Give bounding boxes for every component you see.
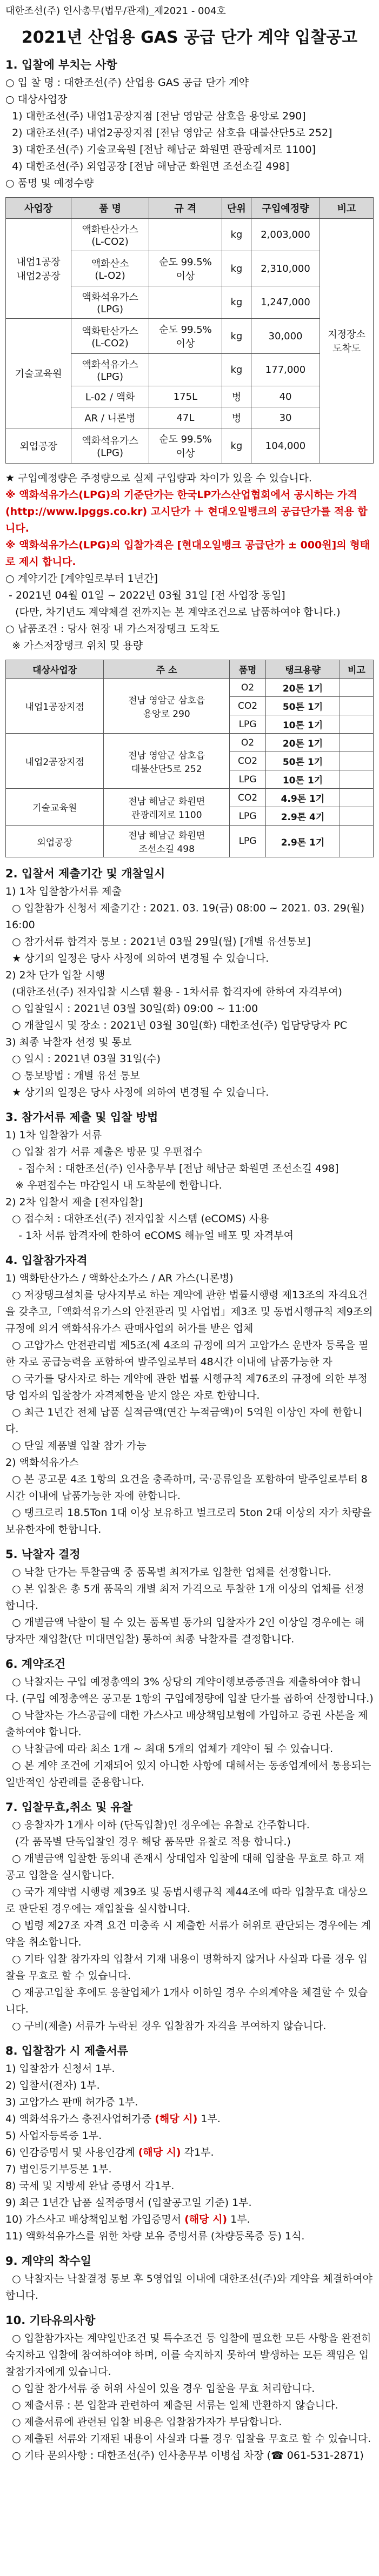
name-cell: 액화석유가스 (LPG) — [71, 428, 149, 464]
text-line: ○ 본 입찰은 총 5개 품목의 개별 최저 가격으로 투찰한 1개 이상의 업체를 선정합니다. — [5, 1583, 364, 1612]
section-1-contract-terms — [5, 571, 374, 654]
text-line: ※ 액화석유가스(LPG)의 기준단가는 한국LP가스산업협회에서 공시하는 가격(http://www.lpggs.co.kr) 고시단가 ＋ 현대오일뱅크의 공급단가를 적용 합니다. — [5, 489, 368, 534]
text-line: ○ 개찰일시 및 장소 : 2021년 03월 30일(화) 대한조선(주) 업담당당자 PC — [5, 1019, 347, 1031]
remark-cell — [340, 752, 373, 770]
text-line: ○ 낙찰 단가는 투찰금액 중 품목별 최저가로 입찰한 업체를 선정합니다. — [5, 1566, 331, 1578]
text-line: ○ 납품조건 : 당사 현장 내 가스저장탱크 도착도 — [5, 623, 220, 635]
text-line: ○ 입찰참가 신청서 제출기간 : 2021. 03. 19(금) 08:00 ~ 2021. 03. 29(월) 16:00 — [5, 902, 368, 931]
text-line: 3) 최종 낙찰자 선정 및 통보 — [5, 1036, 132, 1048]
conditional-mark: (해당 시) — [184, 2213, 228, 2225]
text-line: ○ 입찰참가자는 계약일반조건 및 특수조건 등 입찰에 필요한 모든 사항을 완전히 숙지하고 입찰에 참여하여야 하며, 이를 숙지하지 못하여 발생하는 모든 책임은 입찰참가자에게 있습니다. — [5, 2332, 375, 2378]
section-5-lines — [5, 1564, 374, 1648]
section-5-heading: 5. 낙찰자 결정 — [5, 1548, 81, 1561]
text-line: ○ 국가를 당사자로 하는 계약에 관한 법률 시행규칙 제76조의 규정에 의한 부정당 업자의 입찰참가 자격제한을 받지 않은 자로 한합니다. — [5, 1373, 368, 1401]
text-line: (대한조선(주) 전자입찰 시스템 활용 - 1차서류 합격자에 한하여 자격부여) — [5, 986, 342, 998]
spec-cell — [149, 219, 222, 251]
text-line: ★ 상기의 일정은 당사 사정에 의하여 변경될 수 있습니다. — [5, 1086, 269, 1098]
conditional-mark: (해당 시) — [138, 2146, 181, 2158]
table-row — [6, 826, 374, 857]
text-line: 1) 액화탄산가스 / 액화산소가스 / AR 가스(니론병) — [5, 1272, 234, 1284]
site-cell: 내업2공장지점 — [6, 734, 104, 789]
remark-cell — [340, 789, 373, 807]
product-quantity-table — [5, 197, 374, 464]
text-line: 2) 2차 입찰서 제출 [전자입찰] — [5, 1196, 143, 1208]
site-cell: 기술교육원 — [6, 789, 104, 826]
section-9-lines — [5, 2271, 374, 2304]
table-header-row — [6, 660, 374, 679]
address-cell: 전남 영암군 삼호읍 대불산단5로 252 — [104, 734, 230, 789]
conditional-mark: (해당 시) — [155, 2113, 198, 2125]
column-header: 규 격 — [149, 198, 222, 219]
section-9-heading: 9. 계약의 착수일 — [5, 2255, 91, 2268]
section-3-heading: 3. 참가서류 제출 및 입찰 방법 — [5, 1111, 158, 1124]
text-line: ○ 낙찰자는 낙찰결정 통보 후 5영업일 이내에 대한조선(주)와 계약을 체결하여야 합니다. — [5, 2273, 376, 2302]
text-line: ○ 낙찰금에 따라 최소 1개 ~ 최대 5개의 업체가 계약이 될 수 있습니다. — [5, 1743, 334, 1755]
section-1-red-notes — [5, 487, 374, 571]
text-line: ○ 본 공고문 4조 1항의 요건을 충족하며, 국·공류일을 포함하여 발주일로부터 8시간 이내에 납품가능한 자에 한합니다. — [5, 1473, 368, 1502]
section-8-lines — [5, 2061, 374, 2245]
remark-cell — [340, 697, 373, 715]
address-cell: 전남 해남군 화원면 관광레저로 1100 — [104, 789, 230, 826]
unit-cell: kg — [222, 428, 251, 464]
spec-cell — [149, 286, 222, 319]
column-header: 대상사업장 — [6, 660, 104, 679]
text-line: ○ 참가서류 합격자 통보 : 2021년 03월 29일(월) [개별 유선통보] — [5, 936, 311, 948]
text-line: ○ 기타 입찰 참가자의 입찰서 기재 내용이 명확하지 않거나 사실과 다를 경우 입찰을 무효로 할 수 있습니다. — [5, 1953, 368, 1982]
unit-cell: kg — [222, 319, 251, 354]
column-header: 구입예정량 — [251, 198, 320, 219]
capacity-cell: 50톤 1기 — [266, 697, 340, 715]
qty-cell: 30,000 — [251, 319, 320, 354]
section-1-notes — [5, 470, 374, 487]
table-row — [6, 734, 374, 752]
text-line: - 2021년 04월 01일 ~ 2022년 03월 31일 [전 사업장 동일] — [5, 589, 285, 601]
text-line: ★ 상기의 일정은 당사 사정에 의하여 변경될 수 있습니다. — [5, 952, 269, 964]
column-header: 주 소 — [104, 660, 230, 679]
capacity-cell: 2.9톤 4기 — [266, 807, 340, 826]
text-line: 11) 액화석유가스를 위한 차량 보유 증빙서류 (차량등록증 등) 1식. — [5, 2230, 305, 2242]
text-line: ○ 응찰자가 1개사 이하 (단독입찰)인 경우에는 유찰로 간주합니다. — [5, 1819, 310, 1831]
name-cell: AR / 니론병 — [71, 407, 149, 428]
remark-cell — [340, 715, 373, 734]
text-line: ○ 입 찰 명 : 대한조선(주) 산업용 GAS 공급 단가 계약 — [5, 77, 249, 89]
spec-cell — [149, 354, 222, 386]
text-line: ○ 품명 및 예정수량 — [5, 177, 94, 189]
section-10-heading: 10. 기타유의사항 — [5, 2314, 96, 2327]
text-line: 4) 액화석유가스 충전사업허가증 (해당 시) 1부. — [5, 2113, 221, 2125]
remark-cell — [340, 734, 373, 752]
site-cell: 기술교육원 — [6, 319, 71, 428]
qty-cell: 40 — [251, 386, 320, 407]
site-cell: 내업1공장 내업2공장 — [6, 219, 71, 319]
remark-cell — [340, 679, 373, 697]
text-line: ○ 재공고입찰 후에도 응찰업체가 1개사 이하일 경우 수의계약을 체결할 수 있습니다. — [5, 1987, 368, 2015]
text-line: ○ 입찰일시 : 2021년 03월 30일(화) 09:00 ~ 11:00 — [5, 1003, 258, 1015]
text-line: 2) 입찰서(전자) 1부. — [5, 2079, 100, 2091]
spec-cell: 순도 99.5% 이상 — [149, 428, 222, 464]
qty-cell: 177,000 — [251, 354, 320, 386]
unit-cell: 병 — [222, 407, 251, 428]
text-line: ○ 제출서류에 관련된 입찰 비용은 입찰참가자가 부담합니다. — [5, 2416, 282, 2428]
text-line: ○ 낙찰자는 구입 예정총액의 3% 상당의 계약이행보증증권을 제출하여야 합니다. (구입 예정총액은 공고문 1항의 구입예정량에 입찰 단가를 곱하여 산정합니다.) — [5, 1676, 374, 1705]
section-8-heading: 8. 입찰참가 시 제출서류 — [5, 2044, 129, 2057]
unit-cell: kg — [222, 286, 251, 319]
text-line: - 1차 서류 합격자에 한하여 eCOMS 해뉴얼 배포 및 자격부여 — [5, 1230, 294, 1242]
text-line: - 접수처 : 대한조선(주) 인사총무부 [전남 해남군 화원면 조선소길 498] — [5, 1163, 339, 1175]
text-line: ○ 탱크로리 18.5Ton 1대 이상 보유하고 벌크로리 5ton 2대 이상의 자가 차량을 보유한자에 한합니다. — [5, 1507, 375, 1535]
address-cell: 전남 영암군 삼호읍 용앙로 290 — [104, 679, 230, 734]
name-cell: 액화석유가스 (LPG) — [71, 286, 149, 319]
text-line: 1) 입찰참가 신청서 1부. — [5, 2063, 115, 2075]
section-4-lines — [5, 1270, 374, 1538]
text-line: ○ 제출서류 : 본 입찰과 관련하여 제출된 서류는 일체 반환하지 않습니다. — [5, 2399, 338, 2411]
text-line: 2) 액화석유가스 — [5, 1457, 79, 1468]
remark-cell — [340, 770, 373, 789]
column-header: 비고 — [320, 198, 374, 219]
text-line: 7) 법인등기부등본 1부. — [5, 2163, 112, 2175]
text-line: 5) 사업자등록증 1부. — [5, 2130, 102, 2142]
text-line: ○ 입찰 참가서류 중 허위 사실이 있을 경우 입찰을 무효 처리합니다. — [5, 2383, 315, 2394]
site-cell: 외업공장 — [6, 826, 104, 857]
capacity-cell: 4.9톤 1기 — [266, 789, 340, 807]
text-line: 10) 가스사고 배상책임보험 가입증명서 (해당 시) 1부. — [5, 2213, 250, 2225]
text-line: ○ 접수처 : 대한조선(주) 전자입찰 시스템 (eCOMS) 사용 — [5, 1213, 269, 1225]
qty-cell: 104,000 — [251, 428, 320, 464]
text-line: ○ 고압가스 안전관리법 제5조(제 4조의 규정에 의거 고압가스 운반자 등록을 필한 자로 공급능력을 포함하여 발주일로부터 48시간 이내에 납품가능한 자 — [5, 1339, 369, 1368]
text-line: ○ 대상사업장 — [5, 93, 68, 105]
unit-cell: kg — [222, 354, 251, 386]
name-cell: 액화산소 (L-O2) — [71, 251, 149, 286]
product-cell: CO2 — [229, 752, 265, 770]
site-cell: 외업공장 — [6, 428, 71, 464]
text-line: ○ 낙찰자는 가스공급에 대한 가스사고 배상책임보험에 가입하고 증권 사본을 제출하여야 합니다. — [5, 1709, 368, 1738]
page-title: 2021년 산업용 GAS 공급 단가 계약 입찰공고 — [21, 28, 358, 47]
spec-cell: 47L — [149, 407, 222, 428]
text-line: 2) 대한조선(주) 내업2공장지점 [전남 영암군 삼호읍 대불산단5로 252] — [5, 127, 333, 139]
product-cell: LPG — [229, 807, 265, 826]
capacity-cell: 20톤 1기 — [266, 679, 340, 697]
section-3-lines — [5, 1127, 374, 1244]
text-line: (다만, 차기년도 계약체결 전까지는 본 계약조건으로 납품하여야 합니다.) — [5, 606, 341, 618]
section-2-lines — [5, 883, 374, 1101]
column-header: 비고 — [340, 660, 373, 679]
table-row — [6, 319, 374, 354]
text-line: 1) 1차 입찰참가서류 제출 — [5, 886, 122, 897]
text-line: 1) 대한조선(주) 내업1공장지점 [전남 영암군 삼호읍 용앙로 290] — [5, 110, 306, 122]
product-cell: CO2 — [229, 697, 265, 715]
text-line: ○ 제출된 서류와 기재된 내용이 사실과 다를 경우 입찰을 무효로 할 수 있습니다. — [5, 2433, 371, 2445]
text-line: 9) 최근 1년간 납품 실적증명서 (입찰공고일 기준) 1부. — [5, 2197, 252, 2209]
text-line: ○ 국가 계약법 시행령 제39조 및 동법시행규칙 제44조에 따라 입찰무효 대상으로 판단된 경우에는 재입찰을 실시합니다. — [5, 1886, 368, 1915]
name-cell: L-02 / 액화 — [71, 386, 149, 407]
spec-cell: 175L — [149, 386, 222, 407]
text-line: ○ 입찰 참가 서류 제출은 방문 및 우편접수 — [5, 1146, 203, 1158]
column-header: 품 명 — [71, 198, 149, 219]
section-1-heading: 1. 입찰에 부치는 사항 — [5, 58, 117, 71]
text-line: 2) 2차 단가 입찰 시행 — [5, 969, 105, 981]
column-header: 사업장 — [6, 198, 71, 219]
address-cell: 전남 해남군 화원면 조선소길 498 — [104, 826, 230, 857]
text-line: 4) 대한조선(주) 외업공장 [전남 해남군 화원면 조선소길 498] — [5, 160, 290, 172]
text-line: ★ 구입예정량은 주정량으로 실제 구입량과 차이가 있을 수 있습니다. — [5, 472, 312, 484]
spec-cell: 순도 99.5% 이상 — [149, 319, 222, 354]
table-row — [6, 428, 374, 464]
text-line: ○ 계약기간 [계약일로부터 1년간] — [5, 573, 158, 585]
text-line: ※ 액화석유가스(LPG)의 입찰가격은 [현대오일뱅크 공급단가 ± 000원]의 형태로 제시 합니다. — [5, 539, 370, 568]
qty-cell: 30 — [251, 407, 320, 428]
text-line: ○ 최근 1년간 전체 납품 실적금액(연간 누적금액)이 5억원 이상인 자에 한합니다. — [5, 1406, 363, 1435]
text-line: ○ 단일 제품별 입찰 참가 가능 — [5, 1440, 147, 1452]
capacity-cell: 10톤 1기 — [266, 715, 340, 734]
section-10-lines — [5, 2330, 374, 2464]
product-cell: LPG — [229, 715, 265, 734]
table-row — [6, 679, 374, 697]
text-line: 6) 인감증명서 및 사용인감계 (해당 시) 각1부. — [5, 2146, 214, 2158]
product-cell: O2 — [229, 679, 265, 697]
table-header-row — [6, 198, 374, 219]
section-2-heading: 2. 입찰서 제출기간 및 개찰일시 — [5, 867, 165, 880]
site-cell: 내업1공장지점 — [6, 679, 104, 734]
text-line: ○ 법령 제27조 자격 요건 미충족 시 제출한 서류가 허위로 판단되는 경우에는 계약을 취소합니다. — [5, 1920, 371, 1948]
spec-cell: 순도 99.5% 이상 — [149, 251, 222, 286]
column-header: 품명 — [229, 660, 265, 679]
column-header: 단위 — [222, 198, 251, 219]
section-7-heading: 7. 입찰무효,취소 및 유찰 — [5, 1801, 133, 1814]
text-line: ○ 기타 문의사항 : 대한조선(주) 인사총무부 이병섭 차장 (☎ 061-531-2871) — [5, 2450, 364, 2461]
capacity-cell: 20톤 1기 — [266, 734, 340, 752]
text-line: ○ 개별금액 낙찰이 될 수 있는 품목별 동가의 입찰자가 2인 이상일 경우에는 해당자만 재입찰(단 미대면입찰) 통하여 최종 낙찰자를 결정합니다. — [5, 1616, 364, 1645]
section-6-lines — [5, 1674, 374, 1791]
text-line: ○ 저장탱크설치를 당사지부로 하는 계약에 관한 법률시행령 제13조의 자격요건을 갖추고,「액화석유가스의 안전관리 및 사업법」제3조 및 동법시행규칙 제9조의 규정에 의거 액화석유가스 판매사업의 허가를 받은 업체 — [5, 1289, 376, 1334]
capacity-cell: 2.9톤 1기 — [266, 826, 340, 857]
text-line: ○ 일시 : 2021년 03월 31일(수) — [5, 1053, 161, 1065]
table-row — [6, 219, 374, 251]
section-6-heading: 6. 계약조건 — [5, 1658, 66, 1671]
name-cell: 액화탄산가스 (L-CO2) — [71, 319, 149, 354]
note-cell: 지정장소 도착도 — [320, 219, 374, 464]
text-line: 1) 1차 입찰참가 서류 — [5, 1129, 102, 1141]
qty-cell: 1,247,000 — [251, 286, 320, 319]
text-line: (각 품목별 단독입찰인 경우 해당 품목만 유찰로 적용 합니다.) — [5, 1836, 291, 1848]
table-row — [6, 789, 374, 807]
text-line: ※ 우편접수는 마감일시 내 도착분에 한합니다. — [5, 1179, 222, 1191]
text-line: ○ 본 계약 조건에 기재되어 있지 아니한 사항에 대해서는 동종업계에서 통용되는 일반적인 상관례를 준용합니다. — [5, 1760, 375, 1788]
qty-cell: 2,310,000 — [251, 251, 320, 286]
capacity-cell: 50톤 1기 — [266, 752, 340, 770]
remark-cell — [340, 807, 373, 826]
product-cell: O2 — [229, 734, 265, 752]
text-line: 3) 대한조선(주) 기술교육원 [전남 해남군 화원면 관광레저로 1100] — [5, 144, 316, 156]
section-4-heading: 4. 입찰참가자격 — [5, 1254, 88, 1267]
text-line: ○ 개별금액 입찰한 동의내 존재시 상대업자 입찰에 대해 입찰을 무효로 하고 재공고 입찰을 실시합니다. — [5, 1853, 365, 1881]
remark-cell — [340, 826, 373, 857]
unit-cell: kg — [222, 251, 251, 286]
qty-cell: 2,003,000 — [251, 219, 320, 251]
name-cell: 액화탄산가스 (L-CO2) — [71, 219, 149, 251]
text-line: 3) 고압가스 판매 허가증 1부. — [5, 2096, 138, 2108]
text-line: ○ 통보방법 : 개별 유선 통보 — [5, 1070, 140, 1082]
section-1-lines — [5, 75, 374, 192]
text-line: 8) 국세 및 지방세 완납 증명서 각1부. — [5, 2180, 175, 2192]
product-cell: LPG — [229, 826, 265, 857]
product-cell: LPG — [229, 770, 265, 789]
unit-cell: 병 — [222, 386, 251, 407]
product-cell: CO2 — [229, 789, 265, 807]
tank-capacity-table — [5, 660, 374, 857]
text-line: ※ 가스저장탱크 위치 및 용량 — [5, 640, 143, 652]
document-number: 대한조선(주) 인사총무(법무/관재)_제2021 - 004호 — [5, 5, 226, 17]
unit-cell: kg — [222, 219, 251, 251]
section-7-lines — [5, 1817, 374, 2035]
text-line: ○ 구비(제출) 서류가 누락된 경우 입찰참가 자격을 부여하지 않습니다. — [5, 2020, 327, 2032]
capacity-cell: 10톤 1기 — [266, 770, 340, 789]
column-header: 탱크용량 — [266, 660, 340, 679]
name-cell: 액화석유가스 (LPG) — [71, 354, 149, 386]
